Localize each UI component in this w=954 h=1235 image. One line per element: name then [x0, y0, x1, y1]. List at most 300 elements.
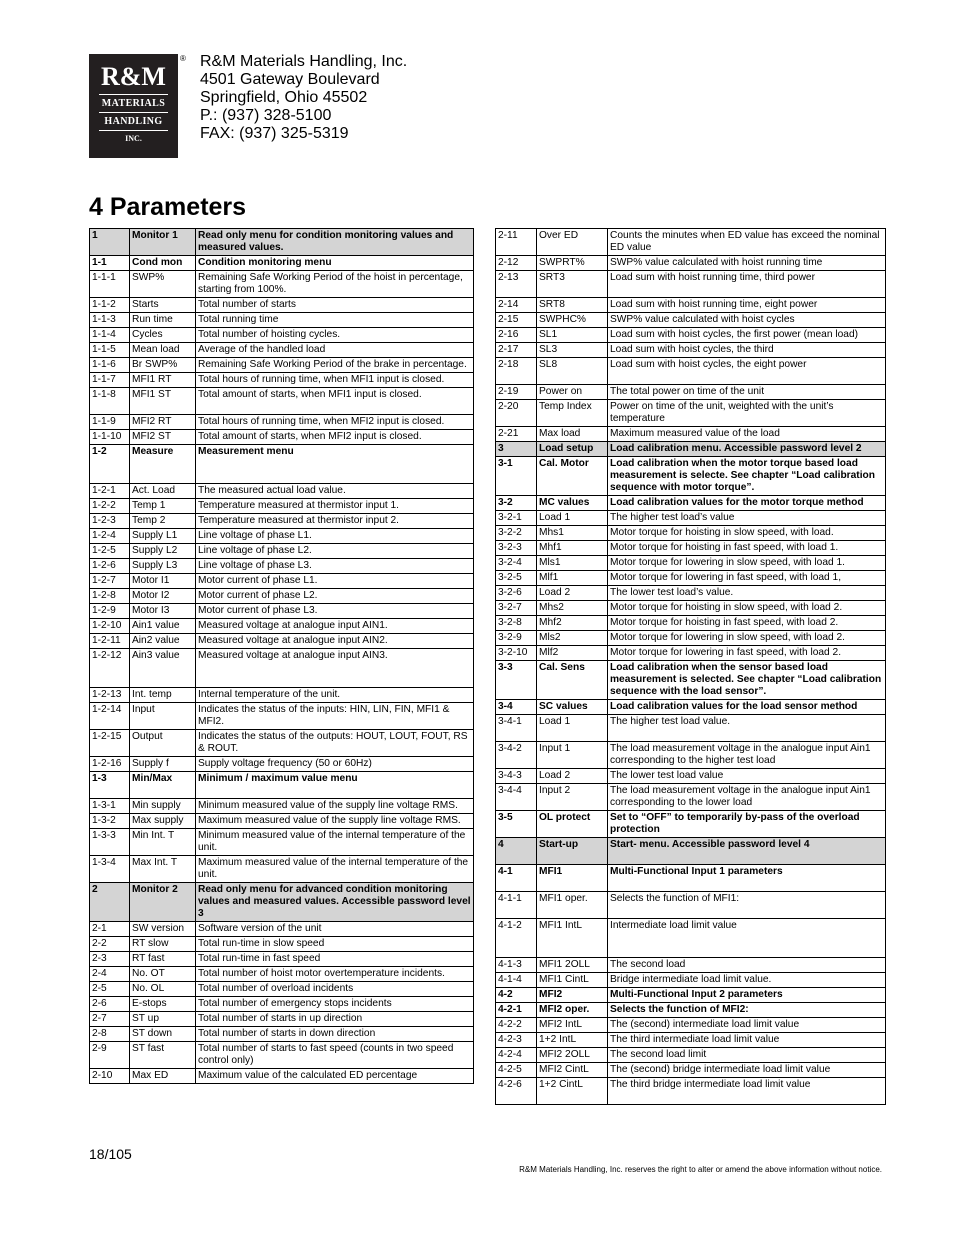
param-name-cell: Int. temp [130, 688, 196, 703]
param-desc-cell: Motor torque for lowering in fast speed, with load 2. [608, 646, 886, 661]
table-row [496, 973, 886, 988]
param-name-cell: 1+2 CintL [537, 1078, 608, 1105]
param-name-cell: Monitor 1 [130, 229, 196, 256]
param-name-cell: Act. Load [130, 484, 196, 499]
param-id-cell: 1-2-6 [90, 559, 130, 574]
param-name-cell: Temp 1 [130, 499, 196, 514]
param-id-cell: 1-1-1 [90, 271, 130, 298]
param-id-cell: 2-6 [90, 997, 130, 1012]
table-row [90, 358, 474, 373]
param-id-cell: 1-2-15 [90, 730, 130, 757]
table-row [90, 298, 474, 313]
param-desc-cell: Average of the handled load [196, 343, 474, 358]
param-name-cell: MFI2 2OLL [537, 1048, 608, 1063]
param-desc-cell: Multi-Functional Input 2 parameters [608, 988, 886, 1003]
param-desc-cell: The load measurement voltage in the analogue input Ain1 corresponding to the lower load [608, 784, 886, 811]
param-id-cell: 1-2-10 [90, 619, 130, 634]
table-row [90, 529, 474, 544]
param-desc-cell: Intermediate load limit value [608, 919, 886, 958]
param-name-cell: MFI2 RT [130, 415, 196, 430]
table-row [90, 445, 474, 484]
param-name-cell: RT slow [130, 937, 196, 952]
param-name-cell: Load 2 [537, 586, 608, 601]
param-desc-cell: Total number of starts in down direction [196, 1027, 474, 1042]
table-row [496, 838, 886, 865]
table-row [90, 619, 474, 634]
param-name-cell: Temp 2 [130, 514, 196, 529]
table-row [496, 511, 886, 526]
param-name-cell: MFI2 IntL [537, 1018, 608, 1033]
param-desc-cell: Load sum with hoist cycles, the third [608, 343, 886, 358]
param-desc-cell: Motor torque for hoisting in slow speed, with load. [608, 526, 886, 541]
param-name-cell: MFI1 oper. [537, 892, 608, 919]
param-id-cell: 2-2 [90, 937, 130, 952]
param-id-cell: 1-2-16 [90, 757, 130, 772]
company-name: R&M Materials Handling, Inc. [200, 53, 408, 70]
param-name-cell: Input 1 [537, 742, 608, 769]
param-id-cell: 3-2-10 [496, 646, 537, 661]
param-id-cell: 1-3-1 [90, 799, 130, 814]
param-name-cell: Cal. Sens [537, 661, 608, 700]
param-desc-cell: Measured voltage at analogue input AIN1. [196, 619, 474, 634]
logo-inc: INC. [125, 134, 142, 143]
table-row [496, 271, 886, 298]
table-row [496, 661, 886, 700]
table-row [496, 496, 886, 511]
table-row [90, 922, 474, 937]
param-desc-cell: Load calibration values for the motor torque method [608, 496, 886, 511]
param-name-cell: Load 2 [537, 769, 608, 784]
table-row [496, 601, 886, 616]
table-row [496, 1018, 886, 1033]
param-id-cell: 1-2-2 [90, 499, 130, 514]
param-id-cell: 1 [90, 229, 130, 256]
param-desc-cell: Total number of hoisting cycles. [196, 328, 474, 343]
param-id-cell: 2-9 [90, 1042, 130, 1069]
param-name-cell: MFI1 RT [130, 373, 196, 388]
param-desc-cell: Line voltage of phase L2. [196, 544, 474, 559]
table-row [496, 811, 886, 838]
table-row [90, 604, 474, 619]
param-id-cell: 4 [496, 838, 537, 865]
param-desc-cell: Motor current of phase L3. [196, 604, 474, 619]
param-id-cell: 3-2-7 [496, 601, 537, 616]
param-id-cell: 3-2-1 [496, 511, 537, 526]
param-desc-cell: Line voltage of phase L1. [196, 529, 474, 544]
param-desc-cell: Selects the function of MFI1: [608, 892, 886, 919]
table-row [496, 571, 886, 586]
table-row [90, 829, 474, 856]
param-desc-cell: Total number of hoist motor overtemperature incidents. [196, 967, 474, 982]
logo-divider [99, 130, 168, 131]
table-row [90, 589, 474, 604]
param-name-cell: Supply L2 [130, 544, 196, 559]
param-name-cell: MFI1 CintL [537, 973, 608, 988]
param-id-cell: 4-2-3 [496, 1033, 537, 1048]
company-logo [89, 54, 178, 158]
param-name-cell: SL8 [537, 358, 608, 385]
param-name-cell: Min Int. T [130, 829, 196, 856]
table-row [90, 856, 474, 883]
param-id-cell: 1-2-3 [90, 514, 130, 529]
param-id-cell: 3-5 [496, 811, 537, 838]
param-id-cell: 3-2-3 [496, 541, 537, 556]
table-row [90, 967, 474, 982]
param-name-cell: Motor I1 [130, 574, 196, 589]
param-name-cell: Measure [130, 445, 196, 484]
table-row [90, 703, 474, 730]
param-name-cell: Power on [537, 385, 608, 400]
param-desc-cell: Load sum with hoist running time, third power [608, 271, 886, 298]
param-name-cell: Ain1 value [130, 619, 196, 634]
param-desc-cell: Read only menu for advanced condition monitoring values and measured values. Accessible password level 3 [196, 883, 474, 922]
param-name-cell: MFI2 CintL [537, 1063, 608, 1078]
param-name-cell: Cond mon [130, 256, 196, 271]
param-name-cell: Supply f [130, 757, 196, 772]
param-id-cell: 1-2-11 [90, 634, 130, 649]
param-name-cell: SL3 [537, 343, 608, 358]
param-name-cell: Supply L3 [130, 559, 196, 574]
param-desc-cell: The higher test load value. [608, 715, 886, 742]
param-name-cell: Max ED [130, 1069, 196, 1084]
logo-rm: R&M [101, 62, 166, 91]
param-desc-cell: The higher test load’s value [608, 511, 886, 526]
param-id-cell: 2 [90, 883, 130, 922]
param-desc-cell: Measurement menu [196, 445, 474, 484]
param-desc-cell: Minimum measured value of the supply line voltage RMS. [196, 799, 474, 814]
param-id-cell: 3-1 [496, 457, 537, 496]
param-id-cell: 1-1-3 [90, 313, 130, 328]
param-desc-cell: The second load limit [608, 1048, 886, 1063]
table-row [496, 784, 886, 811]
param-desc-cell: Read only menu for condition monitoring values and measured values. [196, 229, 474, 256]
param-desc-cell: Motor torque for lowering in slow speed, with load 1. [608, 556, 886, 571]
table-row [90, 634, 474, 649]
table-row [90, 1027, 474, 1042]
table-row [90, 997, 474, 1012]
param-desc-cell: Maximum measured value of the supply line voltage RMS. [196, 814, 474, 829]
param-name-cell: MC values [537, 496, 608, 511]
table-row [496, 1048, 886, 1063]
param-name-cell: Temp Index [537, 400, 608, 427]
logo-divider [99, 94, 168, 95]
param-desc-cell: Start- menu. Accessible password level 4 [608, 838, 886, 865]
table-row [90, 256, 474, 271]
param-desc-cell: Remaining Safe Working Period of the hoist in percentage, starting from 100%. [196, 271, 474, 298]
param-id-cell: 4-2-5 [496, 1063, 537, 1078]
table-row [496, 457, 886, 496]
param-name-cell: 1+2 IntL [537, 1033, 608, 1048]
param-desc-cell: Maximum value of the calculated ED percentage [196, 1069, 474, 1084]
param-id-cell: 2-16 [496, 328, 537, 343]
table-row [496, 958, 886, 973]
table-row [496, 298, 886, 313]
param-name-cell: Min/Max [130, 772, 196, 799]
param-id-cell: 3-4-3 [496, 769, 537, 784]
company-address [200, 53, 407, 143]
param-desc-cell: Motor torque for hoisting in slow speed, with load 2. [608, 601, 886, 616]
param-id-cell: 2-15 [496, 313, 537, 328]
param-id-cell: 3-2-4 [496, 556, 537, 571]
param-id-cell: 4-1-2 [496, 919, 537, 958]
param-id-cell: 1-2-14 [90, 703, 130, 730]
param-id-cell: 1-2-4 [90, 529, 130, 544]
param-name-cell: Br SWP% [130, 358, 196, 373]
param-id-cell: 2-13 [496, 271, 537, 298]
param-desc-cell: Total hours of running time, when MFI2 input is closed. [196, 415, 474, 430]
param-name-cell: Min supply [130, 799, 196, 814]
param-desc-cell: Load calibration values for the load sensor method [608, 700, 886, 715]
param-id-cell: 2-10 [90, 1069, 130, 1084]
param-desc-cell: The (second) bridge intermediate load limit value [608, 1063, 886, 1078]
param-id-cell: 1-1-9 [90, 415, 130, 430]
param-name-cell: Mls1 [537, 556, 608, 571]
table-row [90, 574, 474, 589]
param-desc-cell: The lower test load’s value. [608, 586, 886, 601]
param-desc-cell: SWP% value calculated with hoist cycles [608, 313, 886, 328]
param-name-cell: Max supply [130, 814, 196, 829]
table-row [90, 271, 474, 298]
param-name-cell: MFI2 [537, 988, 608, 1003]
param-id-cell: 1-2-9 [90, 604, 130, 619]
table-row [496, 631, 886, 646]
param-desc-cell: Total number of starts to fast speed (counts in two speed control only) [196, 1042, 474, 1069]
param-name-cell: SC values [537, 700, 608, 715]
param-desc-cell: Selects the function of MFI2: [608, 1003, 886, 1018]
param-desc-cell: Line voltage of phase L3. [196, 559, 474, 574]
table-row [90, 559, 474, 574]
param-id-cell: 1-2-7 [90, 574, 130, 589]
param-id-cell: 2-4 [90, 967, 130, 982]
param-id-cell: 1-1-4 [90, 328, 130, 343]
param-desc-cell: Measured voltage at analogue input AIN2. [196, 634, 474, 649]
table-row [90, 952, 474, 967]
param-name-cell: MFI1 2OLL [537, 958, 608, 973]
table-row [90, 484, 474, 499]
param-desc-cell: Total number of overload incidents [196, 982, 474, 997]
param-id-cell: 4-1-3 [496, 958, 537, 973]
table-row [90, 757, 474, 772]
city-address: Springfield, Ohio 45502 [200, 89, 368, 106]
param-id-cell: 2-12 [496, 256, 537, 271]
param-name-cell: ST fast [130, 1042, 196, 1069]
param-id-cell: 2-3 [90, 952, 130, 967]
param-id-cell: 3-4-1 [496, 715, 537, 742]
param-desc-cell: The third intermediate load limit value [608, 1033, 886, 1048]
table-row [496, 742, 886, 769]
param-name-cell: SWPHC% [537, 313, 608, 328]
param-name-cell: MFI1 IntL [537, 919, 608, 958]
param-id-cell: 1-3-3 [90, 829, 130, 856]
param-name-cell: Mlf1 [537, 571, 608, 586]
table-row [90, 229, 474, 256]
param-id-cell: 2-17 [496, 343, 537, 358]
param-name-cell: Max load [537, 427, 608, 442]
param-desc-cell: The measured actual load value. [196, 484, 474, 499]
table-row [90, 1069, 474, 1084]
param-id-cell: 1-1-6 [90, 358, 130, 373]
param-name-cell: Motor I2 [130, 589, 196, 604]
param-name-cell: ST down [130, 1027, 196, 1042]
param-desc-cell: Temperature measured at thermistor input 1. [196, 499, 474, 514]
param-id-cell: 4-2-4 [496, 1048, 537, 1063]
param-desc-cell: Total number of emergency stops incidents [196, 997, 474, 1012]
fax-number: FAX: (937) 325-5319 [200, 125, 349, 142]
param-desc-cell: Temperature measured at thermistor input 2. [196, 514, 474, 529]
param-name-cell: E-stops [130, 997, 196, 1012]
param-name-cell: SWP% [130, 271, 196, 298]
table-row [496, 769, 886, 784]
table-row [496, 1003, 886, 1018]
param-name-cell: Mls2 [537, 631, 608, 646]
table-row [496, 865, 886, 892]
param-desc-cell: The total power on time of the unit [608, 385, 886, 400]
param-name-cell: Cal. Motor [537, 457, 608, 496]
param-name-cell: Over ED [537, 229, 608, 256]
table-row [496, 313, 886, 328]
parameters-table-right [495, 228, 886, 1105]
param-desc-cell: Software version of the unit [196, 922, 474, 937]
table-row [90, 514, 474, 529]
table-row [496, 892, 886, 919]
table-row [90, 430, 474, 445]
param-desc-cell: Load calibration menu. Accessible password level 2 [608, 442, 886, 457]
page-number: 18/105 [89, 1146, 132, 1162]
table-row [496, 328, 886, 343]
table-row [90, 1042, 474, 1069]
param-id-cell: 3-2-8 [496, 616, 537, 631]
param-id-cell: 1-1-7 [90, 373, 130, 388]
param-desc-cell: Total run-time in fast speed [196, 952, 474, 967]
param-id-cell: 3-2 [496, 496, 537, 511]
param-desc-cell: The load measurement voltage in the analogue input Ain1 corresponding to the higher test load [608, 742, 886, 769]
logo-divider [99, 112, 168, 113]
param-desc-cell: Total amount of starts, when MFI1 input is closed. [196, 388, 474, 415]
table-row [496, 400, 886, 427]
param-name-cell: MFI2 oper. [537, 1003, 608, 1018]
param-desc-cell: Indicates the status of the outputs: HOUT, LOUT, FOUT, RS & ROUT. [196, 730, 474, 757]
param-name-cell: Ain3 value [130, 649, 196, 688]
table-row [496, 385, 886, 400]
param-desc-cell: Maximum measured value of the internal temperature of the unit. [196, 856, 474, 883]
table-row [496, 256, 886, 271]
param-desc-cell: Total number of starts [196, 298, 474, 313]
table-row [496, 1078, 886, 1105]
param-name-cell: RT fast [130, 952, 196, 967]
param-desc-cell: Motor torque for lowering in fast speed, with load 1, [608, 571, 886, 586]
param-name-cell: Mhs2 [537, 601, 608, 616]
param-name-cell: SW version [130, 922, 196, 937]
param-id-cell: 2-1 [90, 922, 130, 937]
table-row [90, 343, 474, 358]
param-desc-cell: Condition monitoring menu [196, 256, 474, 271]
param-name-cell: Ain2 value [130, 634, 196, 649]
param-name-cell: Mlf2 [537, 646, 608, 661]
param-desc-cell: Load sum with hoist cycles, the eight power [608, 358, 886, 385]
param-id-cell: 3-2-2 [496, 526, 537, 541]
param-desc-cell: SWP% value calculated with hoist running time [608, 256, 886, 271]
table-row [90, 982, 474, 997]
table-row [90, 688, 474, 703]
param-id-cell: 2-8 [90, 1027, 130, 1042]
param-desc-cell: The lower test load value [608, 769, 886, 784]
table-row [496, 541, 886, 556]
table-row [90, 373, 474, 388]
param-name-cell: SL1 [537, 328, 608, 343]
param-name-cell: Run time [130, 313, 196, 328]
param-name-cell: Start-up [537, 838, 608, 865]
param-id-cell: 2-21 [496, 427, 537, 442]
param-name-cell: Max Int. T [130, 856, 196, 883]
param-desc-cell: Motor torque for hoisting in fast speed, with load 1. [608, 541, 886, 556]
param-desc-cell: The second load [608, 958, 886, 973]
param-id-cell: 1-1-5 [90, 343, 130, 358]
param-name-cell: Motor I3 [130, 604, 196, 619]
footer-disclaimer: R&M Materials Handling, Inc. reserves the right to alter or amend the above information without notice. [519, 1165, 882, 1174]
table-row [496, 358, 886, 385]
table-row [90, 814, 474, 829]
param-name-cell: Starts [130, 298, 196, 313]
param-id-cell: 2-19 [496, 385, 537, 400]
param-desc-cell: Internal temperature of the unit. [196, 688, 474, 703]
param-id-cell: 1-1-10 [90, 430, 130, 445]
table-row [90, 883, 474, 922]
param-id-cell: 3-4 [496, 700, 537, 715]
param-desc-cell: Total run-time in slow speed [196, 937, 474, 952]
param-desc-cell: Load calibration when the motor torque based load measurement is selecte. See chapter “Load calibration sequence with motor torque”. [608, 457, 886, 496]
param-name-cell: Supply L1 [130, 529, 196, 544]
param-id-cell: 4-2-1 [496, 1003, 537, 1018]
table-row [90, 730, 474, 757]
param-name-cell: ST up [130, 1012, 196, 1027]
table-row [496, 1063, 886, 1078]
param-id-cell: 2-18 [496, 358, 537, 385]
table-row [90, 313, 474, 328]
param-desc-cell: The (second) intermediate load limit value [608, 1018, 886, 1033]
param-name-cell: MFI2 ST [130, 430, 196, 445]
param-id-cell: 2-14 [496, 298, 537, 313]
param-id-cell: 3-2-6 [496, 586, 537, 601]
param-name-cell: Mhs1 [537, 526, 608, 541]
table-row [90, 388, 474, 415]
param-name-cell: Input 2 [537, 784, 608, 811]
table-row [496, 229, 886, 256]
logo-materials: MATERIALS [101, 98, 166, 109]
param-name-cell: Cycles [130, 328, 196, 343]
param-name-cell: MFI1 [537, 865, 608, 892]
param-id-cell: 1-1-2 [90, 298, 130, 313]
param-name-cell: Mean load [130, 343, 196, 358]
param-id-cell: 1-2-13 [90, 688, 130, 703]
param-desc-cell: Motor current of phase L1. [196, 574, 474, 589]
param-desc-cell: Motor current of phase L2. [196, 589, 474, 604]
param-id-cell: 2-7 [90, 1012, 130, 1027]
param-desc-cell: Minimum measured value of the internal temperature of the unit. [196, 829, 474, 856]
param-id-cell: 4-2-2 [496, 1018, 537, 1033]
param-name-cell: SRT8 [537, 298, 608, 313]
param-name-cell: Input [130, 703, 196, 730]
table-row [496, 556, 886, 571]
param-id-cell: 1-3-4 [90, 856, 130, 883]
table-row [496, 646, 886, 661]
param-name-cell: Monitor 2 [130, 883, 196, 922]
table-row [496, 919, 886, 958]
param-id-cell: 3 [496, 442, 537, 457]
param-name-cell: Mhf1 [537, 541, 608, 556]
param-id-cell: 4-1-1 [496, 892, 537, 919]
param-id-cell: 1-3-2 [90, 814, 130, 829]
param-id-cell: 2-5 [90, 982, 130, 997]
